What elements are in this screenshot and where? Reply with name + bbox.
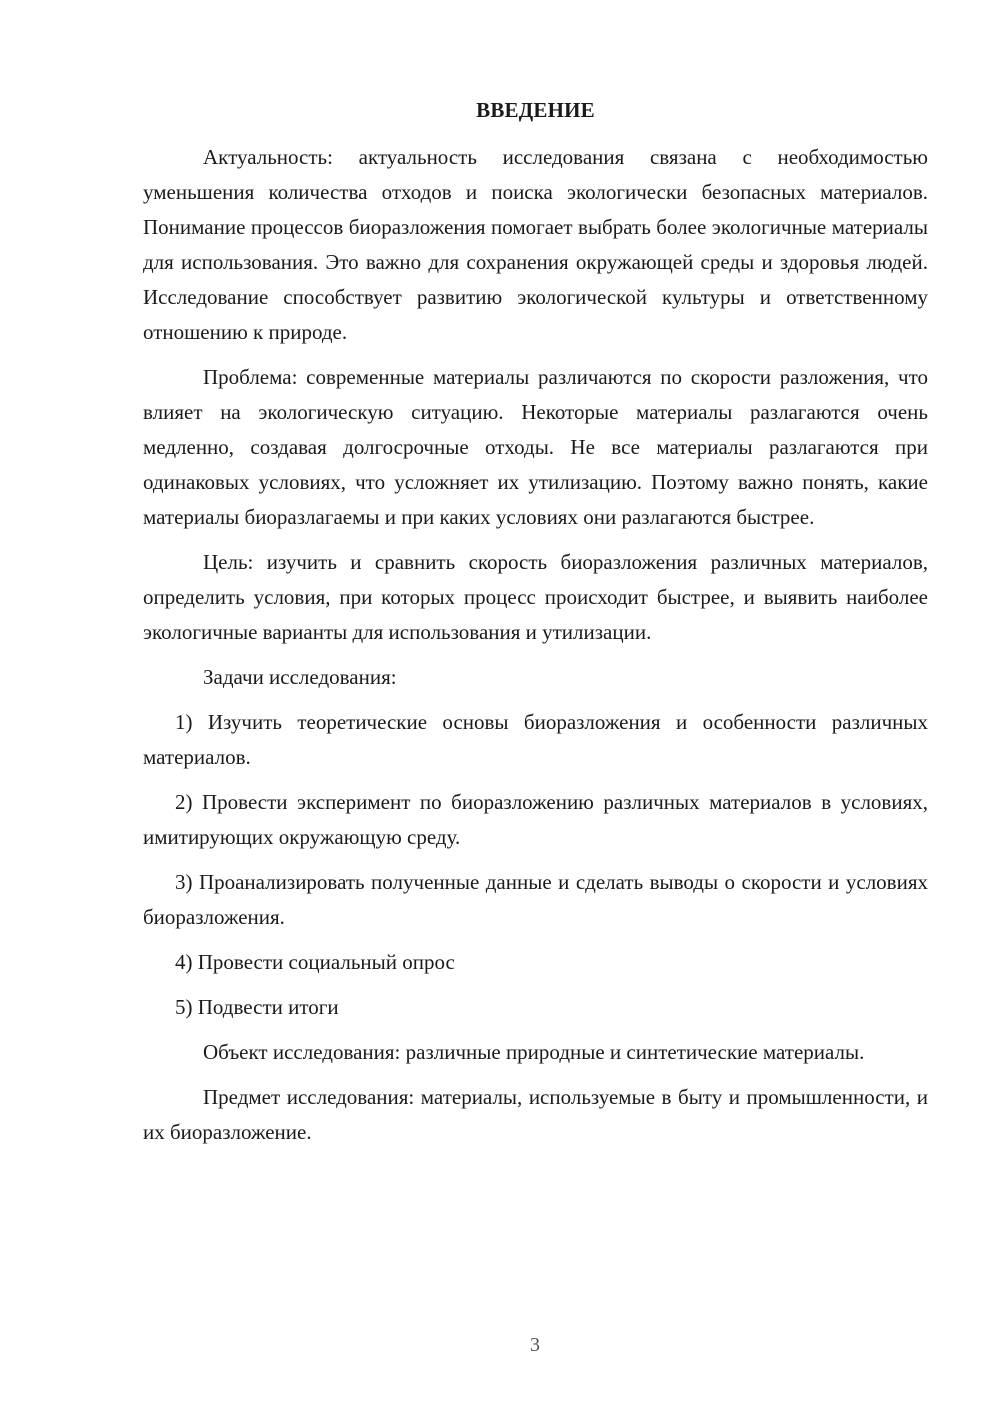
task-item-5: 5) Подвести итоги	[175, 995, 339, 1019]
tasks-heading: Задачи исследования:	[203, 665, 397, 689]
page-content	[143, 94, 928, 1160]
object-paragraph: Объект исследования: различные природные и синтетические материалы.	[203, 1040, 865, 1064]
problem-paragraph: Проблема: современные материалы различаются по скорости разложения, что влияет на экологическую ситуацию. Некоторые материалы разлагаются очень медленно, создавая долгосрочные отходы. Не все материалы разлагаются при одинаковых условиях, что усложняет их утилизацию. Поэтому важно понять, какие материалы биоразлагаемы и при каких условиях они разлагаются быстрее.	[143, 365, 928, 529]
task-item-4: 4) Провести социальный опрос	[175, 950, 455, 974]
task-item-2: 2) Провести эксперимент по биоразложению различных материалов в условиях, имитирующих окружающую среду.	[143, 790, 928, 849]
goal-paragraph: Цель: изучить и сравнить скорость биоразложения различных материалов, определить условия, при которых процесс происходит быстрее, и выявить наиболее экологичные варианты для использования и утилизации.	[143, 550, 928, 644]
page-title: ВВЕДЕНИЕ	[476, 98, 595, 122]
subject-paragraph: Предмет исследования: материалы, используемые в быту и промышленности, и их биоразложение.	[143, 1085, 928, 1144]
task-item-1: 1) Изучить теоретические основы биоразложения и особенности различных материалов.	[143, 710, 928, 769]
page-number: 3	[530, 1334, 540, 1356]
relevance-paragraph: Актуальность: актуальность исследования связана с необходимостью уменьшения количества отходов и поиска экологически безопасных материалов. Понимание процессов биоразложения помогает выбрать более экологичные материалы для использования. Это важно для сохранения окружающей среды и здоровья людей. Исследование способствует развитию экологической культуры и ответственному отношению к природе.	[143, 145, 928, 344]
task-item-3: 3) Проанализировать полученные данные и сделать выводы о скорости и условиях биоразложения.	[143, 870, 928, 929]
